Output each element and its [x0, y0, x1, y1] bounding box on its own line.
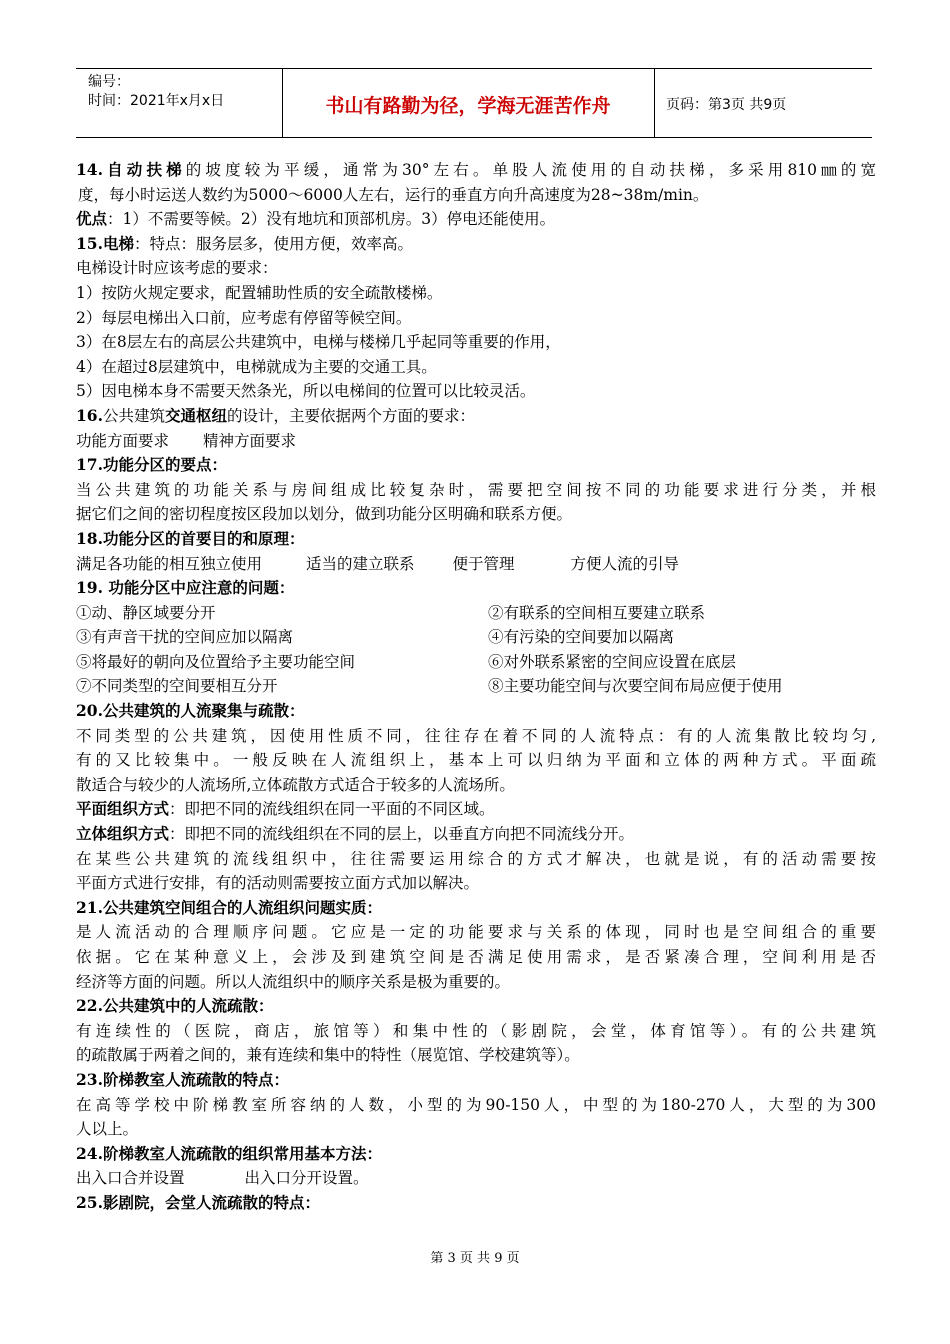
paragraph-line: [76, 822, 876, 847]
term-title: 优点: [76, 209, 108, 229]
header-divider: [654, 69, 655, 137]
paragraph-line: [76, 232, 876, 257]
paragraph-line: 电梯设计时应该考虑的要求：: [76, 259, 278, 278]
paragraph-line: [76, 207, 876, 232]
section-heading: [76, 994, 876, 1019]
paragraph-line: 平面方式进行安排，有的活动则需要按立面方式加以解决。: [76, 874, 480, 893]
list-item: ②有联系的空间相互要建立联系: [488, 603, 706, 622]
section-heading: [76, 453, 876, 478]
paragraph-line: [76, 797, 876, 822]
text: 出入口合并设置: [76, 1169, 185, 1188]
paragraph-line: 度，每小时运送人数约为5000～6000人左右，运行的垂直方向升高速度为28~38m/min。: [78, 185, 709, 204]
serial-label: 编号：: [88, 74, 130, 90]
paragraph-line: [76, 404, 876, 429]
header-left-cell: [88, 73, 224, 111]
text: 的设计，主要依据两个方面的要求：: [227, 406, 476, 425]
section-number: 15.: [76, 233, 103, 253]
header-motto: 书山有路勤为径，学海无涯苦作舟: [325, 95, 611, 117]
list-item: 2）每层电梯出入口前，应考虑有停留等候空间。: [76, 308, 412, 327]
text: ：1）不需要等候。2）没有地坑和顶部机房。3）停电还能使用。: [107, 210, 556, 229]
text: ：即把不同的流线组织在不同的层上，以垂直方向把不同流线分开。: [169, 825, 635, 844]
text: 公共建筑: [102, 406, 165, 425]
heading-text: 22.公共建筑中的人流疏散：: [76, 996, 274, 1016]
list-item: ⑦不同类型的空间要相互分开: [76, 677, 278, 696]
heading-text: 19. 功能分区中应注意的问题：: [76, 578, 295, 598]
text: 功能方面要求: [76, 431, 170, 450]
list-item: ④有污染的空间要加以隔离: [488, 628, 675, 647]
list-item: ①动、静区域要分开: [76, 603, 216, 622]
term-title: 立体组织方式: [76, 824, 170, 844]
time-label: 时间：2021年x月x日: [88, 93, 225, 109]
paragraph-line: [76, 158, 876, 183]
list-item: ⑧主要功能空间与次要空间布局应便于使用: [488, 677, 783, 696]
text: 出入口分开设置。: [244, 1169, 369, 1188]
paragraph-line: 的疏散属于两着之间的，兼有连续和集中的特性（展览馆、学校建筑等）。: [76, 1046, 580, 1065]
text: 适当的建立联系: [306, 554, 415, 573]
list-row: [76, 650, 876, 675]
page-header: [76, 68, 872, 138]
paragraph-line: 在某些公共建筑的流线组织中，往往需要运用综合的方式才解决，也就是说，有的活动需要按: [76, 849, 876, 868]
text: 的坡度较为平缓，通常为30°左右。单股人流使用的自动扶梯，多采用810㎜的宽: [185, 161, 876, 179]
text: ：即把不同的流线组织在同一平面的不同区域。: [169, 800, 495, 819]
list-item: 4）在超过8层建筑中，电梯就成为主要的交通工具。: [76, 357, 437, 376]
paragraph-line: 据它们之间的密切程度按区段加以划分，做到功能分区明确和联系方便。: [76, 505, 573, 524]
text: 便于管理: [452, 554, 515, 573]
list-item: 5）因电梯本身不需要天然条光，所以电梯间的位置可以比较灵活。: [76, 382, 536, 401]
section-title: 电梯: [102, 233, 134, 253]
heading-text: 25.影剧院，会堂人流疏散的特点：: [76, 1192, 320, 1212]
text: ：特点：服务层多，使用方便，效率高。: [133, 234, 413, 253]
list-item: ⑤将最好的朝向及位置给予主要功能空间: [76, 652, 356, 671]
list-row: [76, 625, 876, 650]
section-heading: [76, 527, 876, 552]
paragraph-line: 人以上。: [76, 1120, 139, 1139]
paragraph-line: 经济等方面的问题。所以人流组织中的顺序关系是极为重要的。: [76, 972, 511, 991]
text: 方便人流的引导: [570, 554, 680, 573]
text: 满足各功能的相互独立使用: [76, 554, 263, 573]
list-row: [76, 674, 876, 699]
term-bold: 交通枢纽: [164, 405, 227, 425]
page-footer: 第 3 页 共 9 页: [430, 1251, 520, 1266]
text: 精神方面要求: [203, 431, 297, 450]
paragraph-line: 是人流活动的合理顺序问题。它应是一定的功能要求与关系的体现，同时也是空间组合的重要: [76, 923, 876, 942]
paragraph-line: 依据。它在某种意义上，会涉及到建筑空间是否满足使用需求，是否紧凑合理，空间利用是否: [76, 948, 876, 966]
heading-text: 24.阶梯教室人流疏散的组织常用基本方法：: [76, 1143, 382, 1163]
paragraph-line: [76, 429, 876, 454]
heading-text: 21.公共建筑空间组合的人流组织问题实质：: [76, 897, 382, 917]
section-heading: [76, 896, 876, 921]
section-heading: [76, 1068, 876, 1093]
paragraph-line: 有的又比较集中。一般反映在人流组织上，基本上可以归纳为平面和立体的两种方式。平面疏: [76, 751, 876, 770]
section-number: 16.: [76, 405, 103, 425]
document-body: [76, 158, 876, 1216]
section-title: 自动扶梯: [102, 160, 186, 179]
section-number: 14.: [76, 160, 103, 179]
header-page-label: 页码：第3页 共9页: [666, 97, 787, 113]
section-heading: [76, 1142, 876, 1167]
heading-text: 17.功能分区的要点：: [76, 455, 227, 475]
list-item: 3）在8层左右的高层公共建筑中，电梯与楼梯几乎起同等重要的作用，: [76, 333, 561, 352]
paragraph-line: 不同类型的公共建筑，因使用性质不同，往往存在着不同的人流特点：有的人流集散比较均匀,: [76, 726, 876, 745]
paragraph-line: 在高等学校中阶梯教室所容纳的人数，小型的为90-150人，中型的为180-270人，大型的为300: [76, 1095, 876, 1114]
paragraph-line: 散适合与较少的人流场所,立体疏散方式适合于较多的人流场所。: [76, 775, 515, 794]
heading-text: 20.公共建筑的人流聚集与疏散：: [76, 701, 305, 721]
section-heading: [76, 1191, 876, 1216]
heading-text: 23.阶梯教室人流疏散的特点：: [76, 1069, 289, 1089]
list-item: ⑥对外联系紧密的空间应设置在底层: [488, 652, 737, 671]
list-row: [76, 601, 876, 626]
list-item: 1）按防火规定要求，配置辅助性质的安全疏散楼梯。: [76, 283, 443, 302]
paragraph-line: 有连续性的（医院，商店，旅馆等）和集中性的（影剧院，会堂，体育馆等）。有的公共建筑: [76, 1021, 876, 1040]
section-heading: [76, 576, 876, 601]
term-title: 平面组织方式: [76, 799, 170, 819]
paragraph-line: [76, 552, 876, 577]
paragraph-line: [76, 1166, 876, 1191]
heading-text: 18.功能分区的首要目的和原理：: [76, 528, 305, 548]
paragraph-line: 当公共建筑的功能关系与房间组成比较复杂时，需要把空间按不同的功能要求进行分类，并根: [76, 480, 876, 499]
list-item: ③有声音干扰的空间应加以隔离: [76, 628, 294, 647]
section-heading: [76, 699, 876, 724]
